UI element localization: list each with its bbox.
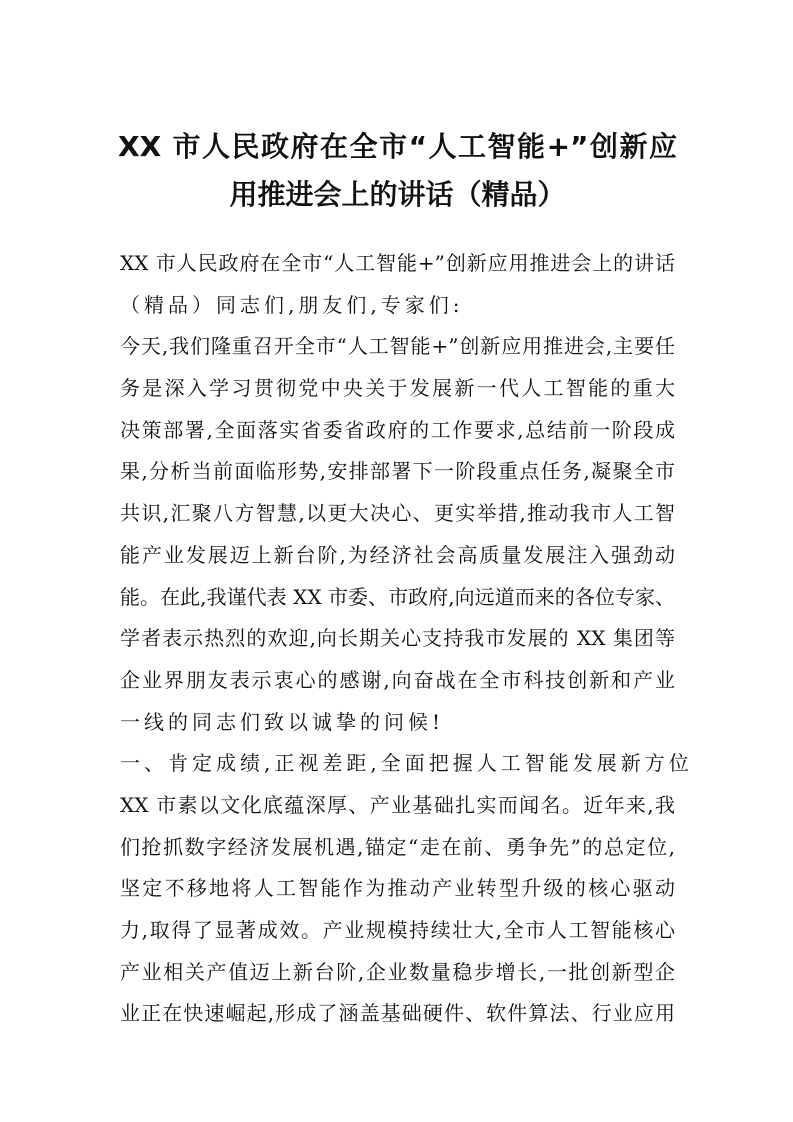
body-text-line: 果,分析当前面临形势,安排部署下一阶段重点任务,凝聚全市 — [120, 459, 675, 484]
body-text-line: （精品）同志们,朋友们,专家们: — [120, 292, 464, 317]
body-text-line: XX 市人民政府在全市“人工智能+”创新应用推进会上的讲话 — [120, 251, 675, 275]
body-text-line: 一、肯定成绩,正视差距,全面把握人工智能发展新方位 — [120, 751, 693, 776]
body-text-line: 们抢抓数字经济发展机遇,锚定“走在前、勇争先”的总定位, — [120, 834, 675, 859]
body-text-line: 能。在此,我谨代表 XX 市委、市政府,向远道而来的各位专家、 — [120, 584, 675, 609]
body-text-line: 决策部署,全面落实省委省政府的工作要求,总结前一阶段成 — [120, 417, 675, 442]
body-text-line: 学者表示热烈的欢迎,向长期关心支持我市发展的 XX 集团等 — [120, 626, 675, 651]
body-text-line: 产业相关产值迈上新台阶,企业数量稳步增长,一批创新型企 — [120, 959, 675, 984]
body-text-line: 业正在快速崛起,形成了涵盖基础硬件、软件算法、行业应用 — [120, 1001, 675, 1026]
document-body — [120, 243, 693, 1035]
body-text-line: 能产业发展迈上新台阶,为经济社会高质量发展注入强劲动 — [120, 542, 675, 567]
body-text-line: 务是深入学习贯彻党中央关于发展新一代人工智能的重大 — [120, 376, 675, 401]
body-text-line: 企业界朋友表示衷心的感谢,向奋战在全市科技创新和产业 — [120, 667, 675, 692]
document-title-line-1: XX 市人民政府在全市“人工智能+”创新应 — [118, 130, 677, 163]
body-text-line: 力,取得了显著成效。产业规模持续壮大,全市人工智能核心 — [120, 918, 675, 942]
document-title-line-2: 用推进会上的讲话（精品） — [229, 178, 566, 211]
body-text-line: 共识,汇聚八方智慧,以更大决心、更实举措,推动我市人工智 — [120, 501, 675, 526]
body-text-line: 坚定不移地将人工智能作为推动产业转型升级的核心驱动 — [120, 876, 675, 901]
body-text-line: 一线的同志们致以诚挚的问候! — [120, 709, 445, 734]
body-text-line: 今天,我们隆重召开全市“人工智能+”创新应用推进会,主要任 — [120, 334, 675, 359]
body-text-line: XX 市素以文化底蕴深厚、产业基础扎实而闻名。近年来,我 — [120, 792, 675, 817]
